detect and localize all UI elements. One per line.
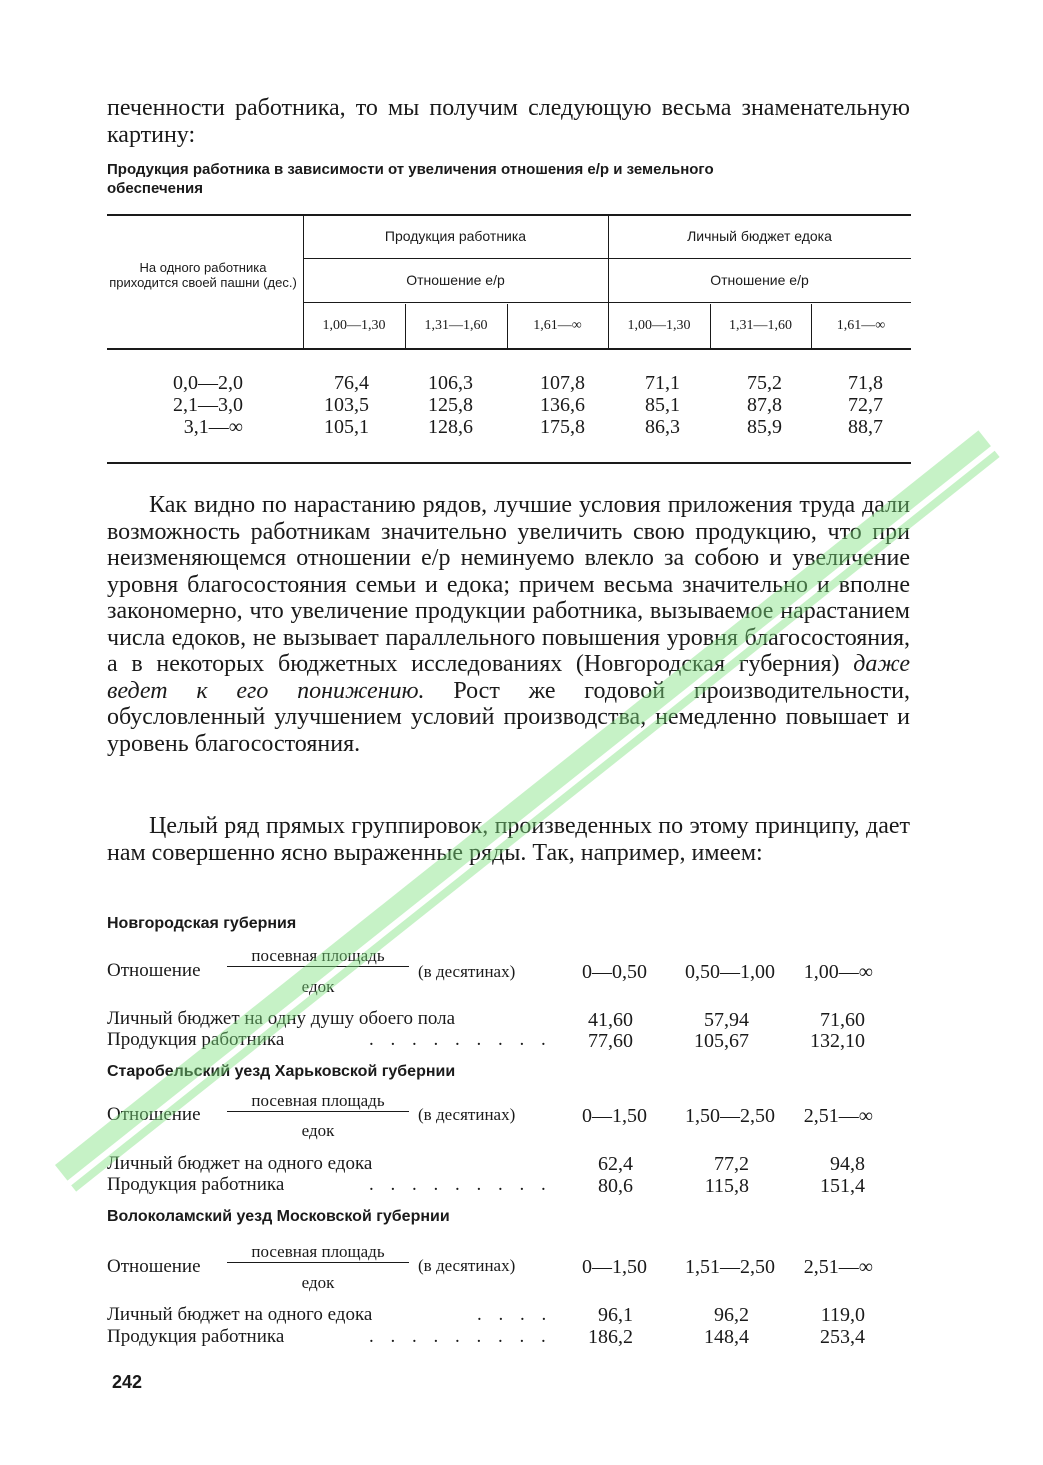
value-cell: 85,1 bbox=[645, 394, 680, 416]
value-cell: 148,4 bbox=[704, 1326, 749, 1348]
unit-label: (в десятинах) bbox=[418, 1105, 516, 1124]
value-cell: 88,7 bbox=[848, 416, 883, 438]
value-cell: 115,8 bbox=[704, 1175, 749, 1197]
row-leader: . . . . . . . . . bbox=[369, 1174, 552, 1195]
value-cell: 77,60 bbox=[588, 1030, 633, 1052]
value-cell: 87,8 bbox=[747, 394, 782, 416]
section-volokolamsk bbox=[107, 1208, 887, 1356]
value-cell: 125,8 bbox=[428, 394, 473, 416]
land-cell: 0,0—2,0 bbox=[173, 372, 243, 394]
fraction-denominator: едок bbox=[301, 977, 335, 996]
land-cell: 3,1—∞ bbox=[183, 416, 243, 438]
section-title: Волоколамский уезд Московской губернии bbox=[107, 1208, 450, 1225]
row-label: Личный бюджет на одного едока bbox=[107, 1153, 373, 1174]
row-header: На одного работника приходится своей пашни (дес.) bbox=[109, 260, 297, 290]
fraction-numerator: посевная площадь bbox=[227, 946, 409, 967]
section-novgorod bbox=[107, 915, 887, 1055]
section-title: Старобельский уезд Харьковской губернии bbox=[107, 1063, 456, 1080]
ratio-header-budget: Отношение е/р bbox=[710, 272, 809, 288]
value-cell: 77,2 bbox=[714, 1153, 749, 1175]
subcol-header: 1,00—1,30 bbox=[322, 318, 386, 333]
value-cell: 71,8 bbox=[848, 372, 883, 394]
row-label: Личный бюджет на одну душу обоего пола bbox=[107, 1008, 456, 1029]
value-cell: 119,0 bbox=[820, 1304, 865, 1326]
group-header-production: Продукция работника bbox=[384, 228, 527, 244]
subcol-header: 1,31—1,60 bbox=[729, 318, 792, 333]
value-cell: 71,60 bbox=[820, 1009, 865, 1031]
row-leader: . . . . . . . . . bbox=[369, 1029, 552, 1050]
paragraph-groupings: Целый ряд прямых группировок, произведенных по этому принципу, дает нам совершенно ясно выраженные ряды. Так, например, имеем: bbox=[107, 813, 910, 866]
fraction-numerator: посевная площадь bbox=[227, 1242, 409, 1263]
value-cell: 103,5 bbox=[324, 394, 369, 416]
value-cell: 105,1 bbox=[324, 416, 369, 438]
section-starobelsk bbox=[107, 1063, 887, 1203]
subcol-header: 1,00—1,30 bbox=[627, 318, 691, 333]
row-label: Личный бюджет на одного едока bbox=[107, 1304, 373, 1325]
unit-label: (в десятинах) bbox=[418, 962, 516, 981]
table-caption: Продукция работника в зависимости от увеличения отношения е/р и земельного обеспечения bbox=[107, 161, 714, 197]
value-cell: 72,7 bbox=[848, 394, 883, 416]
page-number: 242 bbox=[112, 1372, 143, 1392]
value-cell: 76,4 bbox=[334, 372, 369, 394]
range-cell: 0—1,50 bbox=[582, 1256, 647, 1278]
table-production bbox=[107, 214, 911, 466]
ratio-header-production: Отношение е/р bbox=[406, 272, 505, 288]
fraction-label: Отношение bbox=[107, 1104, 201, 1125]
range-cell: 0,50—1,00 bbox=[685, 961, 775, 983]
range-cell: 1,00—∞ bbox=[803, 961, 873, 983]
value-cell: 75,2 bbox=[747, 372, 782, 394]
range-cell: 0—1,50 bbox=[582, 1105, 647, 1127]
fraction-denominator: едок bbox=[301, 1273, 335, 1292]
group-header-budget: Личный бюджет едока bbox=[687, 228, 832, 244]
paragraph-analysis: Как видно по нарастанию рядов, лучшие условия приложения труда дали возможность работникам значительно увеличить свою продукцию, что при неизменяющемся отношении е/р неминуемо влекло за собою и увеличение уровня благосостояния семьи и едока; причем весьма значительно и вполне закономерно, что увеличение продукции работника, вызываемое нарастанием числа едоков, не вызывает параллельного повышения уровня благосостояния, а в некоторых бюджетных исследованиях (Новгородская губерния) даже ведет к его понижению. Рост же годовой производительности, обусловленный улучшением условий производства, немедленно повышает и уровень благосостояния. bbox=[107, 492, 911, 757]
range-cell: 1,51—2,50 bbox=[685, 1256, 775, 1278]
unit-label: (в десятинах) bbox=[418, 1256, 516, 1275]
row-label: Продукция работника bbox=[107, 1326, 285, 1347]
fraction-label: Отношение bbox=[107, 960, 201, 981]
value-cell: 71,1 bbox=[645, 372, 680, 394]
value-cell: 57,94 bbox=[704, 1009, 749, 1031]
value-cell: 151,4 bbox=[820, 1175, 865, 1197]
value-cell: 132,10 bbox=[810, 1030, 865, 1052]
value-cell: 96,1 bbox=[598, 1304, 633, 1326]
range-cell: 0—0,50 bbox=[582, 961, 647, 983]
value-cell: 94,8 bbox=[830, 1153, 865, 1175]
fraction-label: Отношение bbox=[107, 1256, 201, 1277]
value-cell: 186,2 bbox=[588, 1326, 633, 1348]
row-leader: . . . . bbox=[477, 1304, 553, 1325]
value-cell: 80,6 bbox=[598, 1175, 633, 1197]
fraction-denominator: едок bbox=[301, 1121, 335, 1140]
section-title: Новгородская губерния bbox=[107, 915, 297, 932]
row-leader: . . . . . . . . . bbox=[369, 1326, 552, 1347]
value-cell: 62,4 bbox=[598, 1153, 633, 1175]
value-cell: 128,6 bbox=[428, 416, 473, 438]
value-cell: 105,67 bbox=[694, 1030, 749, 1052]
value-cell: 175,8 bbox=[540, 416, 585, 438]
range-cell: 2,51—∞ bbox=[803, 1256, 873, 1278]
row-label: Продукция работника bbox=[107, 1174, 285, 1195]
value-cell: 41,60 bbox=[588, 1009, 633, 1031]
value-cell: 85,9 bbox=[747, 416, 782, 438]
fraction-numerator: посевная площадь bbox=[227, 1091, 409, 1112]
subcol-header: 1,61—∞ bbox=[533, 318, 582, 333]
range-cell: 1,50—2,50 bbox=[685, 1105, 775, 1127]
value-cell: 107,8 bbox=[540, 372, 585, 394]
value-cell: 106,3 bbox=[428, 372, 473, 394]
range-cell: 2,51—∞ bbox=[803, 1105, 873, 1127]
value-cell: 136,6 bbox=[540, 394, 585, 416]
row-label: Продукция работника bbox=[107, 1029, 285, 1050]
value-cell: 96,2 bbox=[714, 1304, 749, 1326]
intro-paragraph: печенности работника, то мы получим следующую весьма знаменательную картину: bbox=[107, 95, 910, 148]
value-cell: 253,4 bbox=[820, 1326, 865, 1348]
land-cell: 2,1—3,0 bbox=[173, 394, 243, 416]
value-cell: 86,3 bbox=[645, 416, 680, 438]
subcol-header: 1,31—1,60 bbox=[424, 318, 488, 333]
subcol-header: 1,61—∞ bbox=[836, 318, 886, 333]
